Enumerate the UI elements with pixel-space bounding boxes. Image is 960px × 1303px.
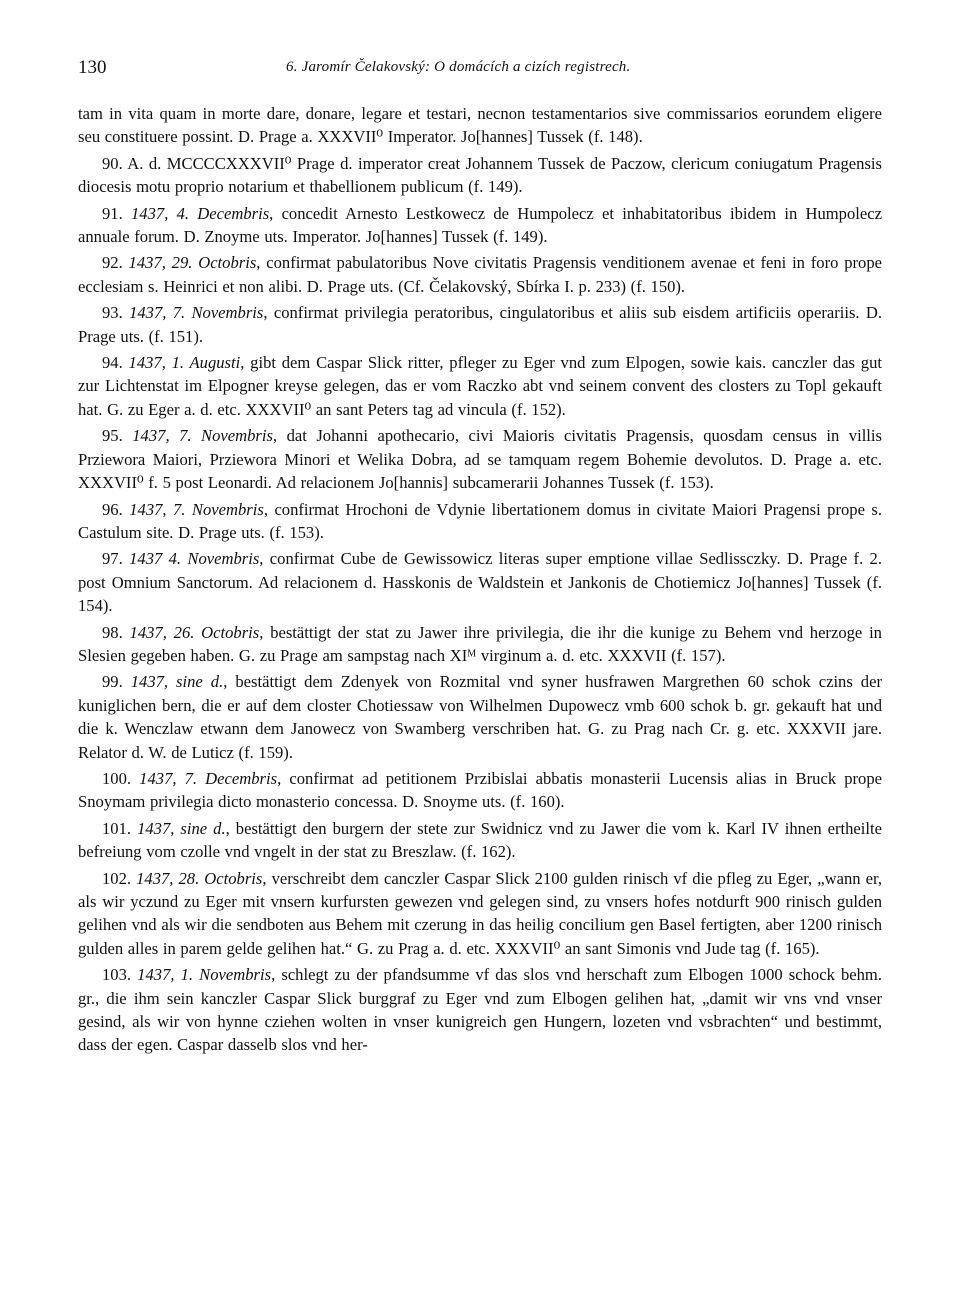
entry-date: 1437, sine d. [137,818,226,838]
entry-separator: , [277,768,282,788]
entry-number: 91. [102,203,123,223]
entry-separator: , [240,353,245,373]
page-header [78,55,882,85]
entry-number: 96. [102,499,123,519]
entry-date: 1437, 7. Decembris [139,768,278,788]
entry-text: confirmat Hrochoni de Vdynie libertationem domus in civitate Maiori Pragensi prope s. Castulum site. D. Prage uts. (f. 153). [78,499,883,542]
entry-date: 1437 4. Novembris [129,549,260,569]
entry-text: confirmat privilegia peratoribus, cingulatoribus et aliis sub eisdem artificiis operariis. D. Prage uts. (f. 151). [78,303,882,346]
entry-number: 97. [102,549,123,569]
document-page [78,55,882,1057]
register-entry [78,963,882,1057]
entry-text: gibt dem Caspar Slick ritter, pfleger zu Eger vnd zum Elpogen, sowie kais. canczler das gut zur Lichtenstat im Elpogner kreyse gelegen, das er vom Raczko abt vnd seinem convent des closters zu Topl gekauft hat. G. zu Eger a. d. etc. XXXVII⁰ an sant Peters tag ad vincula (f. 152). [78,353,882,419]
register-entry [78,498,882,545]
entry-separator: , [223,672,228,692]
entry-date: 1437, 29. Octobris [128,253,257,273]
entry-separator: , [271,965,276,985]
entry-number: 94. [102,353,123,373]
entry-text: verschreibt dem canczler Caspar Slick 2100 gulden rinisch vf die pfleg zu Eger, „wann er, als wir yczund zu Eger mit vnsern kurfursten gewezen vnd gelegen sind, zu vnsers hofes notdurft 900 rinisch gulden gelihen vnd als wir die sendboten aus Behem mit czerung in das heilig concilium gen Basel fertigten, aber 1200 rinisch gulden alles in parem gelde gelihen hat.“ G. zu Prag a. d. etc. XXXVII⁰ an sant Simonis vnd Jude tag (f. 165). [78,868,882,958]
register-entry [78,767,882,814]
register-entry [78,670,882,764]
entry-list [78,152,882,1057]
register-entry [78,547,882,617]
entry-separator: , [256,253,261,273]
entry-number: 99. [102,672,123,692]
entry-number: 90. [102,153,123,173]
entry-text: bestättigt der stat zu Jawer ihre privilegia, die ihr die kunige zu Behem vnd herzoge in Slesien gegeben haben. G. zu Prage am sampstag nach XIᴹ virginum a. d. etc. XXXVII (f. 157). [78,622,882,665]
entry-date: 1437, sine d. [130,672,224,692]
entry-text: confirmat pabulatoribus Nove civitatis Pragensis venditionem avenae et feni in foro prope ecclesiam s. Heinrici et non alibi. D. Prage uts. (Cf. Čelakovský, Sbírka I. p. 233) (f. 150). [78,253,882,296]
entry-number: 98. [102,622,123,642]
entry-separator: , [272,426,278,446]
register-entry [78,351,882,421]
entry-separator: , [259,549,264,569]
entry-number: 101. [102,818,132,838]
entry-text: confirmat ad petitionem Przibislai abbatis monasterii Lucensis alias in Bruck prope Snoymam privilegia dicto monasterio concessa. D. Snoyme uts. (f. 160). [78,768,883,812]
page-number: 130 [78,57,107,78]
entry-text: confirmat Cube de Gewissowicz literas super emptione villae Sedlissczky. D. Prage f. 2. post Omnium Sanctorum. Ad relacionem d. Hasskonis de Waldstein et Jankonis de Chotiemicz Jo[hannes] Tussek (f. 154). [78,549,882,616]
register-entry [78,152,882,199]
entry-number: 92. [102,253,123,273]
entry-date: 1437, 1. Novembris [137,965,272,985]
entry-text: dat Johanni apothecario, civi Maioris civitatis Pragensis, quosdam census in villis Prziewora Maiori, Prziewora Minori et Welika Dobra, ad se tamquam regem Bohemie devolutos. D. Prage a. etc. XXXVII⁰ f. 5 post Leonardi. Ad relacionem Jo[hannis] subcamerarii Johannes Tussek (f. 153). [78,426,882,493]
entry-separator: , [269,203,274,223]
entry-separator: , [263,303,268,323]
register-entry [78,621,882,668]
entry-text: concedit Arnesto Lestkowecz de Humpolecz et inhabitatoribus ibidem in Humpolecz annuale forum. D. Znoyme uts. Imperator. Jo[hannes] Tussek (f. 149). [78,203,882,247]
entry-date: 1437, 7. Novembris [132,426,273,446]
document-body [78,102,882,1057]
entry-date: 1437, 7. Novembris [129,303,264,323]
entry-separator: , [225,818,230,838]
entry-number: 93. [102,303,123,323]
register-entry [78,867,882,961]
entry-text: A. d. MCCCCXXXVII⁰ Prage d. imperator creat Johannem Tussek de Paczow, clericum coniugatum Pragensis diocesis motu proprio notarium et thabellionem publicum (f. 149). [78,153,882,197]
register-entry [78,424,882,494]
entry-text: bestättigt den burgern der stete zur Swidnicz vnd zu Jawer die vom k. Karl IV ihnen ertheilte befreiung vom czolle vnd vngelt in der stat zu Breszlaw. (f. 162). [78,818,882,862]
entry-separator: , [263,499,268,519]
register-entry [78,301,882,348]
entry-date: 1437, 4. Decembris [131,203,270,223]
register-entry [78,251,882,298]
entry-number: 100. [102,768,132,788]
entry-date: 1437, 28. Octobris [136,868,263,888]
entry-number: 95. [102,426,123,446]
continuation-paragraph: tam in vita quam in morte dare, donare, legare et testari, necnon testamentarios sive commissarios eorundem eligere seu constituere possint. D. Prage a. XXXVII⁰ Imperator. Jo[hannes] Tussek (f. 148). [78,104,882,147]
entry-separator: , [262,868,267,888]
entry-number: 102. [102,868,132,888]
entry-text: bestättigt dem Zdenyek von Rozmital vnd syner husfrawen Margrethen 60 schok czins der kuniglichen bern, die er auf dem closter Chotiessaw von Wilhelmen Dupowecz vmb 600 schok b. gr. gekauft hat und die k. Wenczlaw etwann dem Janowecz von Swamberg verschriben hat. G. zu Prag nach Cr. g. etc. XXXVII jare. Relator d. W. de Luticz (f. 159). [78,672,882,762]
entry-date: 1437, 1. Augusti [128,353,241,373]
entry-date: 1437, 26. Octobris [129,622,260,642]
register-entry [78,817,882,864]
entry-separator: , [259,622,264,642]
entry-date: 1437, 7. Novembris [129,499,264,519]
register-entry [78,202,882,249]
running-title: 6. Jaromír Čelakovský: O domácích a cizích registrech. [286,59,631,75]
entry-text: schlegt zu der pfandsumme vf das slos vnd herschaft zum Elbogen 1000 schock behm. gr., die ihm sein kanczler Caspar Slick burggraf zu Eger vnd zum Elbogen gelihen hat, „damit wir vns vnd vnser gesind, als wir von hynne cziehen wolten in vnser kunigreich gen Hungern, lozeten vnd vsbrachten“ und bestimmt, dass der egen. Caspar dasselb slos vnd her- [78,965,882,1055]
entry-number: 103. [102,965,132,985]
